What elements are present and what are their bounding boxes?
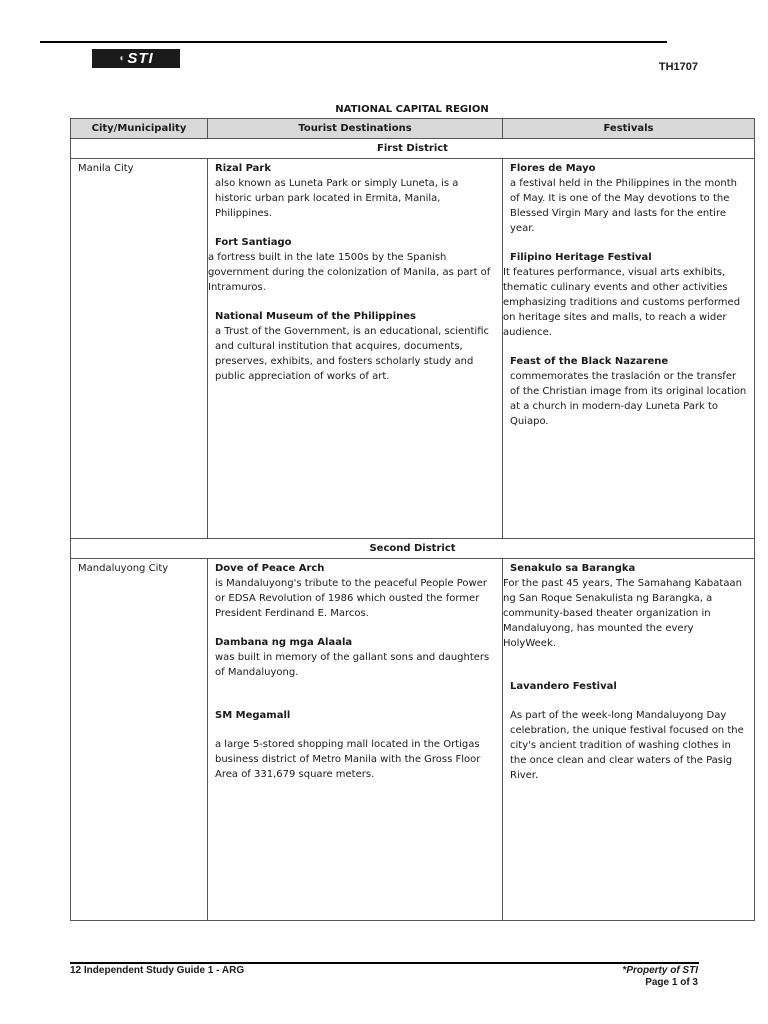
destinations-cell <box>208 159 503 539</box>
destination-title: Fort Santiago <box>215 237 292 248</box>
city-cell: Manila City <box>71 159 208 539</box>
sti-logo: ◖ STI <box>92 49 180 68</box>
document-code: TH1707 <box>658 61 698 73</box>
festival-title: Feast of the Black Nazarene <box>510 356 669 367</box>
region-title: NATIONAL CAPITAL REGION <box>335 104 489 115</box>
header-rule <box>40 41 667 43</box>
destinations-cell <box>208 559 503 921</box>
festival-text: commemorates the traslación or the transfer of the Christian image from its original location at a church in modern-day Luneta Park to Quiapo. <box>510 371 747 427</box>
festival-text: It features performance, visual arts exhibits, thematic culinary events and other activities emphasizing traditions and customs performed on heritage sites and malls, to reach a wider audience. <box>503 267 741 338</box>
festival-title: Filipino Heritage Festival <box>510 252 652 263</box>
destination-title: National Museum of the Philippines <box>215 311 416 322</box>
column-header: Tourist Destinations <box>208 119 503 139</box>
destination-title: Dambana ng mga Alaala <box>215 637 353 648</box>
footer-rule <box>70 962 699 964</box>
footer-title: 12 Independent Study Guide 1 - ARG <box>70 965 245 976</box>
festival-title: Lavandero Festival <box>510 681 617 692</box>
festival-title: Flores de Mayo <box>510 163 596 174</box>
festival-text: As part of the week-long Mandaluyong Day celebration, the unique festival focused on the city's ancient tradition of washing clothes in the once clean and clear waters of the Pasig River. <box>510 710 744 781</box>
footer-right <box>622 965 698 989</box>
destinations-table <box>70 118 755 921</box>
destination-text: a Trust of the Government, is an educational, scientific and cultural institution that acquires, documents, preserves, exhibits, and fosters scholarly study and public appreciation of works of art. <box>215 326 489 382</box>
column-header: City/Municipality <box>71 119 208 139</box>
destination-text: also known as Luneta Park or simply Luneta, is a historic urban park located in Ermita, Manila, Philippines. <box>215 178 459 219</box>
table-header-row <box>71 119 755 139</box>
festival-text: For the past 45 years, The Samahang Kabataan ng San Roque Senakulista ng Barangka, a community-based theater organization in Mandaluyong, has mounted the every HolyWeek. <box>503 578 742 649</box>
property-notice: *Property of STI <box>622 965 698 976</box>
destination-title: Rizal Park <box>215 163 271 174</box>
table-row <box>71 559 755 921</box>
destination-text: is Mandaluyong's tribute to the peaceful People Power or EDSA Revolution of 1986 which ousted the former President Ferdinand E. Marcos. <box>215 578 487 619</box>
district-label: Second District <box>71 539 755 559</box>
district-row <box>71 139 755 159</box>
destination-title: Dove of Peace Arch <box>215 563 325 574</box>
destination-text: was built in memory of the gallant sons and daughters of Mandaluyong. <box>215 652 490 678</box>
city-cell: Mandaluyong City <box>71 559 208 921</box>
page-number: Page 1 of 3 <box>645 977 698 988</box>
district-row <box>71 539 755 559</box>
table-row <box>71 159 755 539</box>
festivals-cell <box>503 159 755 539</box>
destination-text: a large 5-stored shopping mall located in the Ortigas business district of Metro Manila with the Gross Floor Area of 331,679 square meters. <box>215 739 481 780</box>
district-label: First District <box>71 139 755 159</box>
column-header: Festivals <box>503 119 755 139</box>
festival-text: a festival held in the Philippines in the month of May. It is one of the May devotions to the Blessed Virgin Mary and lasts for the entire year. <box>510 178 737 234</box>
festival-title: Senakulo sa Barangka <box>510 563 636 574</box>
festivals-cell <box>503 559 755 921</box>
destination-title: SM Megamall <box>215 710 291 721</box>
destination-text: a fortress built in the late 1500s by the Spanish government during the colonization of Manila, as part of Intramuros. <box>208 252 491 293</box>
